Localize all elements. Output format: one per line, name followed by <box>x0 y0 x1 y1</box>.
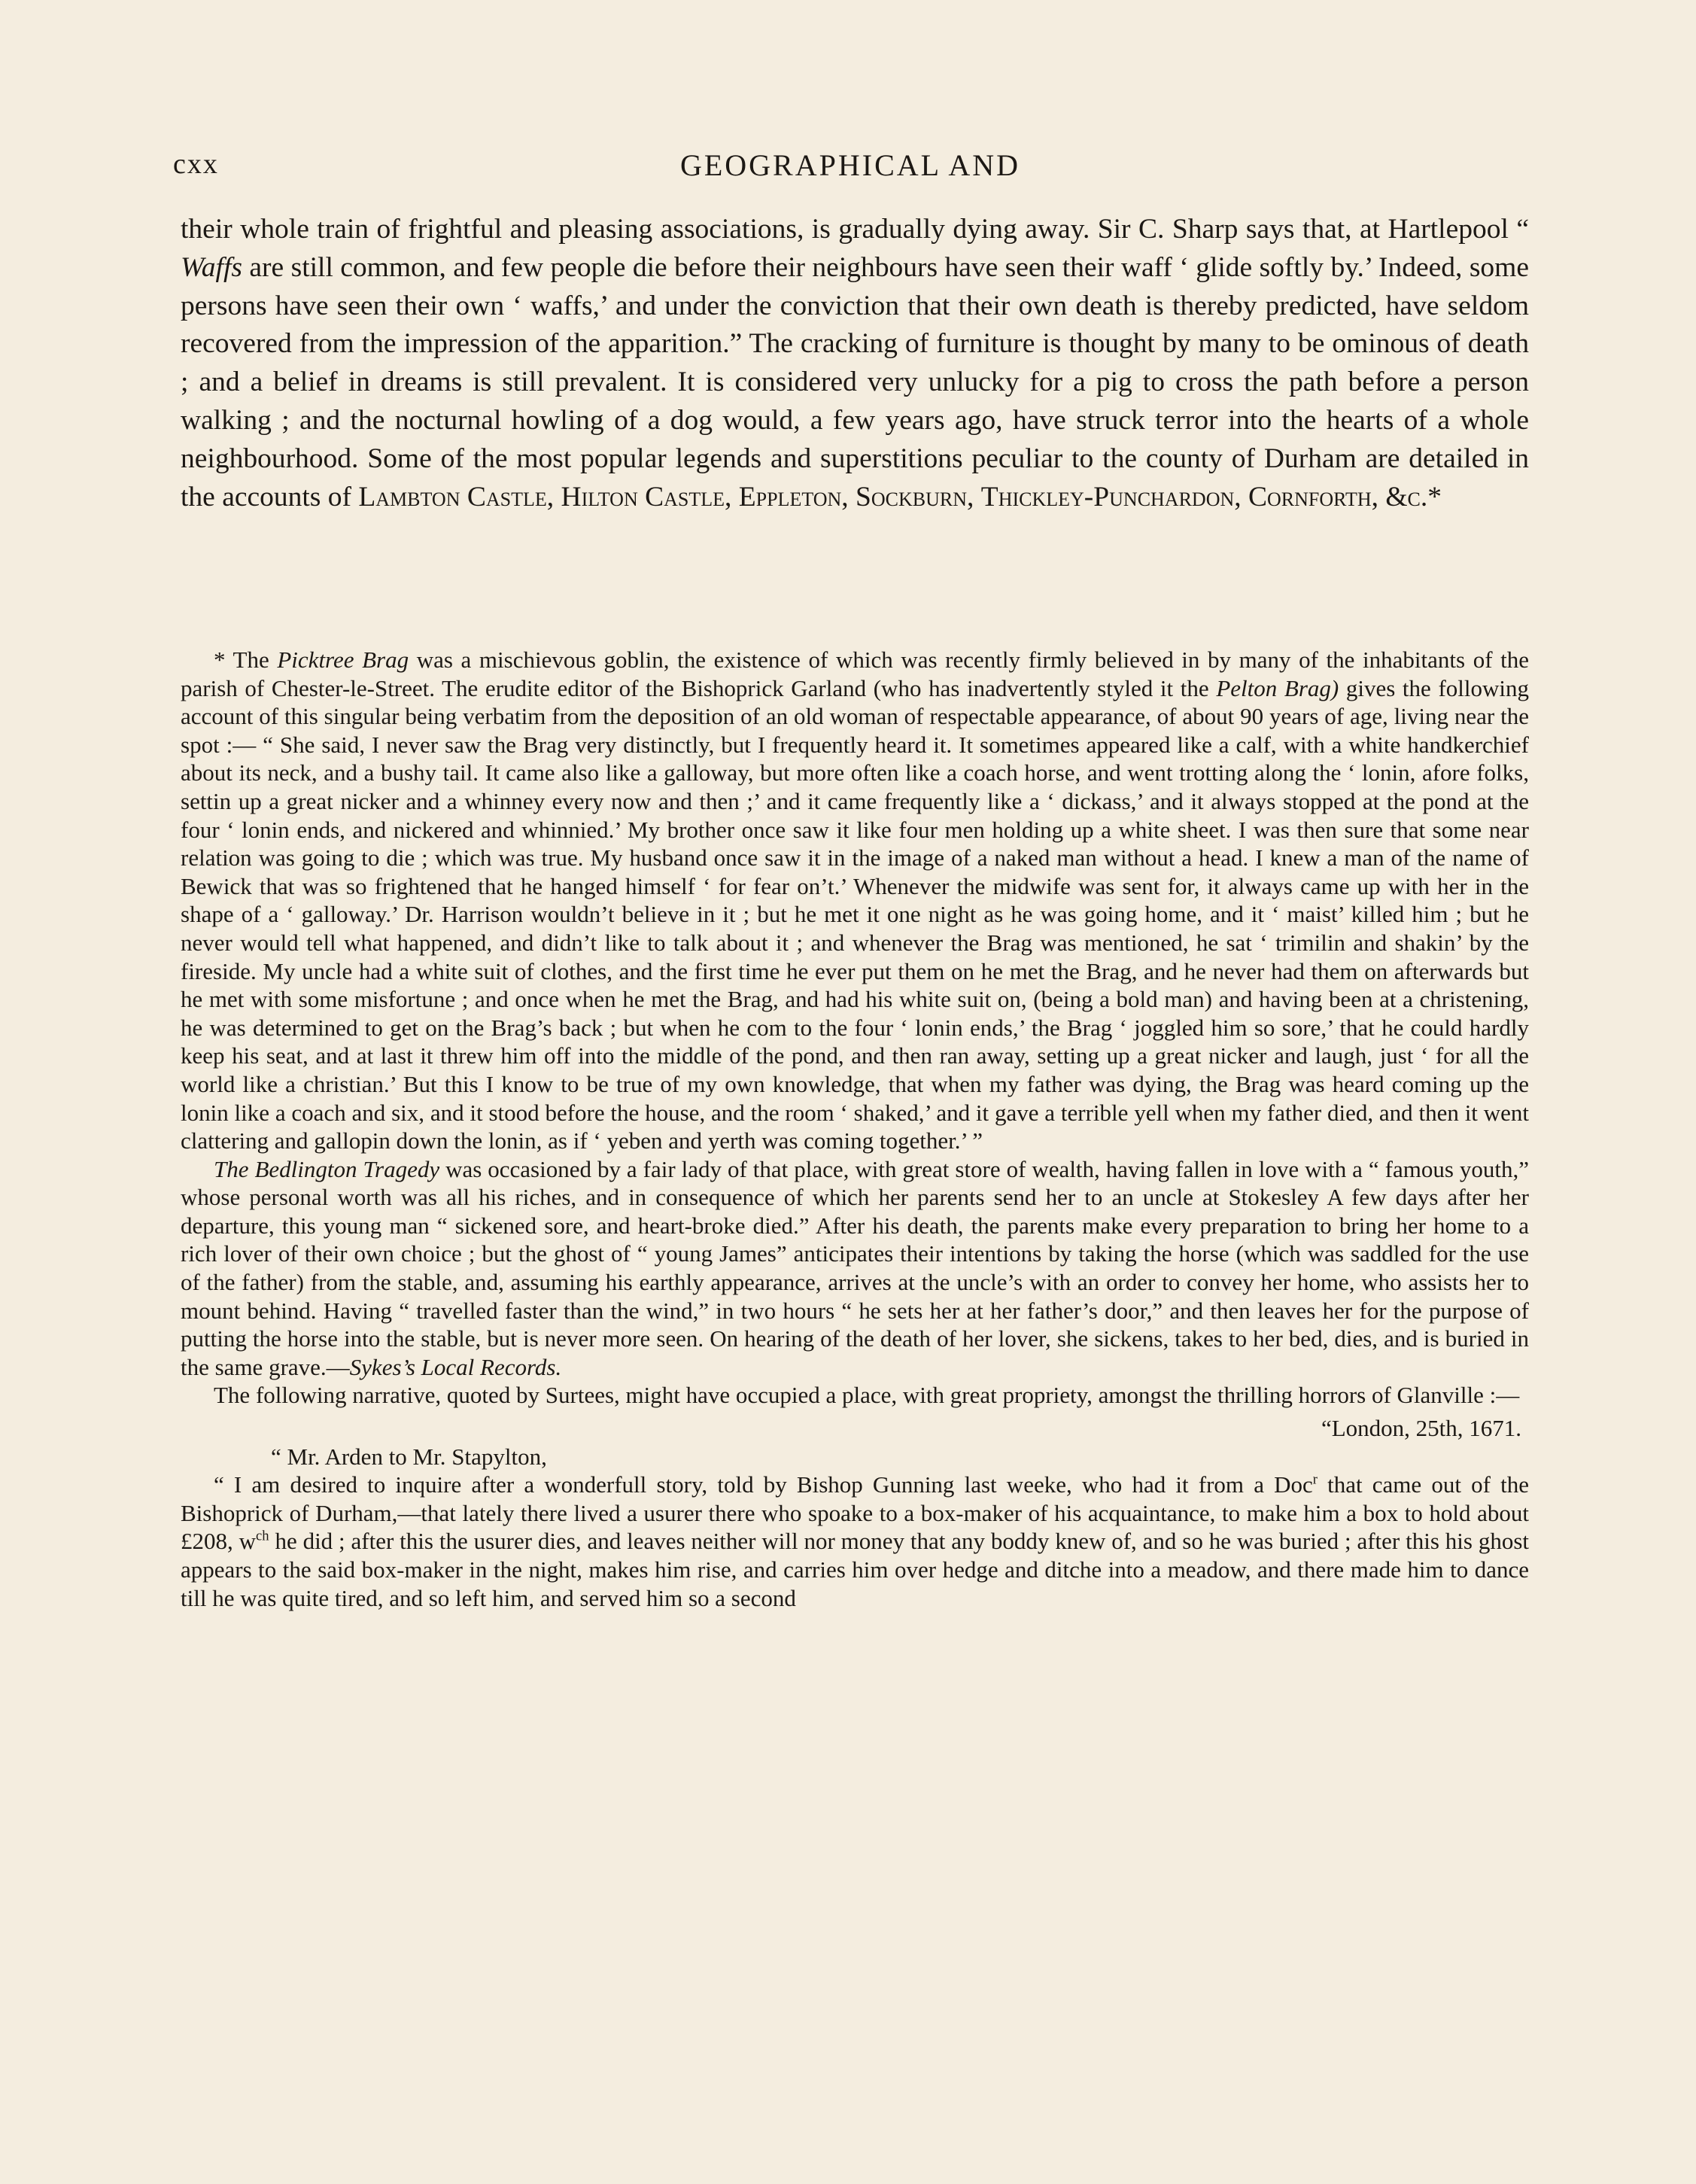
text-run: gives the following account of this singular being verbatim from the deposition of an old woman of respectable appearance, of about 90 years of age, living near the spot :— “ She said, I never saw the Brag very distinctly, but I frequently heard it. It sometimes appeared like a calf, with a white handkerchief about its neck, and a bushy tail. It came also like a galloway, but more often like a coach horse, and went trotting along the ‘ lonin, afore folks, settin up a great nicker and a whinney every now and then ;’ and it came frequently like a ‘ dickass,’ and it always stopped at the pond at the four ‘ lonin ends, and nickered and whinnied.’ My brother once saw it like four men holding up a white sheet. I was then sure that some near relation was going to die ; which was true. My husband once saw it in the image of a naked man without a head. I knew a man of the name of Bewick that was so frightened that he hanged himself ‘ for fear on’t.’ Whenever the midwife was sent for, it always came up with her in the shape of a ‘ galloway.’ Dr. Harrison wouldn’t believe in it ; but he met it one night as he was going home, and it ‘ maist’ killed him ; but he never would tell what happened, and didn’t like to talk about it ; and whenever the Brag was mentioned, he sat ‘ trimilin and shakin’ by the fireside. My uncle had a white suit of clothes, and the first time he ever put them on he met the Brag, and he never had them on afterwards but he met with some misfortune ; and once when he met the Brag, and had his white suit on, (being a bold man) and having been at a christening, he was determined to get on the Brag’s back ; but when he com to the four ‘ lonin ends,’ the Brag ‘ joggled him so sore,’ that he could hardly keep his seat, and at last it threw him off into the middle of the pond, and then ran away, setting up a great nicker and laugh, just ‘ for all the world like a christian.’ But this I know to be true of my own knowledge, that when my father was dying, the Brag was heard coming up the lonin like a coach and six, and it stood before the house, and the room ‘ shaked,’ and it gave a terrible yell when my father died, and then it went clattering and gallopin down the lonin, as if ‘ yeben and yerth was coming together.’ ” <box>181 674 1529 1154</box>
italic-picktree-brag: Picktree Brag <box>277 646 409 673</box>
italic-pelton-brag: Pelton Brag) <box>1216 674 1339 701</box>
text-run: was a mischievous goblin, the existence of which was recently firmly believed in by many of the inhabitants of the parish of Chester-le-Street. The erudite editor of the Bishoprick Garland (who has inadvertently styled it the <box>181 646 1529 701</box>
place-hilton-castle: Hilton Castle <box>561 481 725 513</box>
text-run: he did ; after this the usurer dies, and leaves neither will nor money that any boddy knew of, and so he was buried ; after this his ghost appears to the said box-maker in the night, makes him rise, and carries him over hedge and ditche into a meadow, and there made him to dance till he was quite tired, and so left him, and served him so a second <box>181 1528 1529 1611</box>
text-run: are still common, and few people die before their neighbours have seen their waff ‘ glide softly by.’ Indeed, some persons have seen their own ‘ waffs,’ and under the conviction that their own death is thereby predicted, have seldom recovered from the impression of the apparition.” The cracking of furniture is thought by many to be ominous of death ; and a belief in dreams is still prevalent. It is considered very unlucky for a pig to cross the path before a person walking ; and the nocturnal howling of a dog would, a few years ago, have struck terror into the hearts of a whole neighbourhood. Some of the most popular legends and superstitions peculiar to the county of Durham are detailed in the accounts of <box>181 251 1529 513</box>
place-eppleton: Eppleton <box>738 481 842 513</box>
page-header <box>173 148 1527 185</box>
text-run: that came out of the Bishoprick of Durham,—that lately there lived a usurer there who spoake to a box-maker of his acquaintance, to make him a box to hold about £208, w <box>181 1471 1529 1555</box>
footnote-picktree-brag <box>181 646 1529 1155</box>
place-lambton-castle: Lambton Castle <box>358 481 547 513</box>
footnote-bedlington-tragedy <box>181 1155 1529 1382</box>
place-cornforth: Cornforth <box>1248 481 1372 513</box>
footnote-narrative-intro: The following narrative, quoted by Surtees, might have occupied a place, with great propriety, amongst the thrilling horrors of Glanville :— <box>214 1382 1520 1409</box>
text-run: their whole train of frightful and pleasing associations, is gradually dying away. Sir C. Sharp says that, at Hartlepool “ <box>181 214 1529 245</box>
italic-term-waffs: Waffs <box>181 251 242 283</box>
running-title: GEOGRAPHICAL AND <box>679 148 1021 182</box>
source-citation: Sykes’s Local Records. <box>349 1353 562 1380</box>
letter-body <box>181 1471 1529 1612</box>
text-run: “ I am desired to inquire after a wonderfull story, told by Bishop Gunning last weeke, who had it from a Doc <box>214 1471 1313 1498</box>
page-number: cxx <box>173 148 219 180</box>
superscript: r <box>1312 1471 1318 1488</box>
superscript: ch <box>256 1528 269 1545</box>
footnote-marker-text: &c.* <box>1385 481 1442 513</box>
main-paragraph: their whole train of frightful and pleasing associations, is gradually dying away. Sir C. Sharp says that, at Hartlepool “ Waffs are still common, and few people die before their neighbours have seen their waff ‘ glide softly by.’ Indeed, some persons have seen their own ‘ waffs,’ and under the conviction that their own death is thereby predicted, have seldom recovered from the impression of the apparition.” The cracking of furniture is thought by many to be ominous of death ; and a belief in dreams is still prevalent. It is considered very unlucky for a pig to cross the path before a person walking ; and the nocturnal howling of a dog would, a few years ago, have struck terror into the hearts of a whole neighbourhood. Some of the most popular legends and superstitions peculiar to the county of Durham are detailed in the accounts of Lambton Castle, Hilton Castle, Eppleton, Sockburn, Thickley-Punchardon, Cornforth, &c.* <box>181 214 1529 513</box>
italic-bedlington-tragedy: The Bedlington Tragedy <box>214 1155 440 1182</box>
text-run: * The <box>214 646 278 673</box>
main-text <box>181 211 1529 516</box>
text-run: was occasioned by a fair lady of that place, with great store of wealth, having fallen in love with a “ famous youth,” whose personal worth was all his riches, and in consequence of which her parents send her to an uncle at Stokesley A few days after her departure, this young man “ sickened sore, and heart-broke died.” After his death, the parents make every preparation to bring her home to a rich lover of their own choice ; but the ghost of “ young James” anticipates their intentions by taking the horse (which was saddled for the use of the father) from the stable, and, assuming his earthly appearance, arrives at the uncle’s with an order to convey her home, who assists her to mount behind. Having “ travelled faster than the wind,” in two hours “ he sets her at her father’s door,” and then leaves her for the purpose of putting the horse into the stable, but is never more seen. On hearing of the death of her lover, she sickens, takes to her bed, dies, and is buried in the same grave.— <box>181 1155 1529 1380</box>
letter-date: “London, 25th, 1671. <box>1321 1415 1521 1442</box>
footnotes <box>181 646 1529 1612</box>
place-sockburn: Sockburn <box>856 481 968 513</box>
letter-salutation: “ Mr. Arden to Mr. Stapylton, <box>271 1443 547 1470</box>
place-thickley-punchardon: Thickley-Punchardon <box>980 481 1235 513</box>
